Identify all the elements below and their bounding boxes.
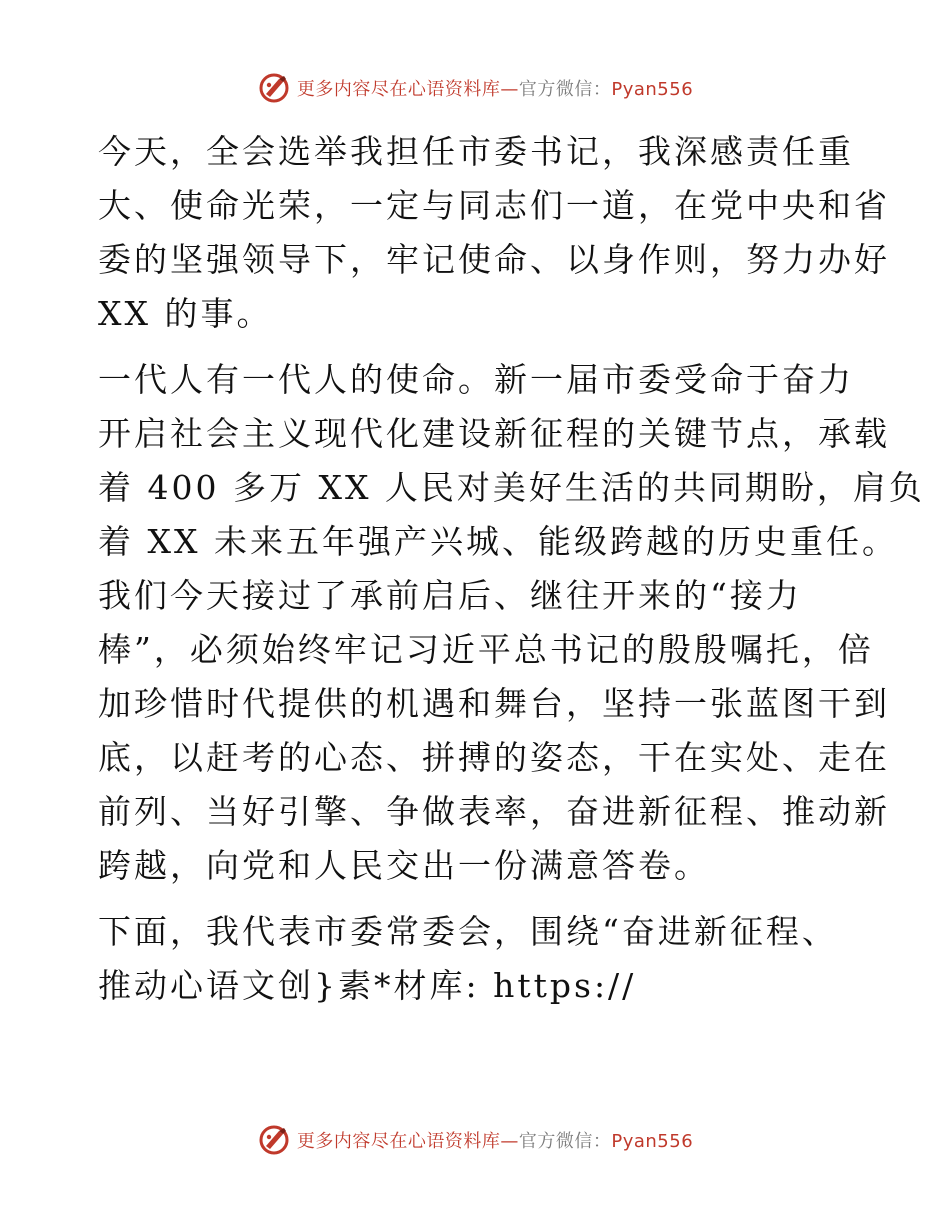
text-line: 开启社会主义现代化建设新征程的关键节点，承载 bbox=[98, 414, 890, 453]
text-line: 我们今天接过了承前启后、继往开来的“接力 bbox=[98, 576, 802, 615]
text-line: 着 XX 未来五年强产兴城、能级跨越的历史重任。 bbox=[98, 522, 898, 561]
banner-main-text: 更多内容尽在心语资料库 bbox=[296, 79, 501, 100]
text-line: 前列、当好引擎、争做表率，奋进新征程、推动新 bbox=[98, 792, 890, 831]
logo-icon bbox=[257, 71, 291, 105]
text-line: 今天，全会选举我担任市委书记，我深感责任重 bbox=[98, 132, 854, 171]
document-body bbox=[98, 125, 925, 1025]
text-line: 一代人有一代人的使命。新一届市委受命于奋力 bbox=[98, 360, 854, 399]
paragraph-3 bbox=[98, 905, 858, 1013]
text-line: XX 的事。 bbox=[98, 294, 273, 333]
banner-wechat-label: 官方微信： bbox=[518, 79, 612, 100]
logo-icon bbox=[257, 1123, 291, 1157]
footer-watermark-text bbox=[297, 1127, 693, 1153]
banner-account: Pyan556 bbox=[611, 79, 694, 100]
text-line: 加珍惜时代提供的机遇和舞台，坚持一张蓝图干到 bbox=[98, 684, 890, 723]
text-line: 着 400 多万 XX 人民对美好生活的共同期盼，肩负 bbox=[98, 468, 925, 507]
banner-wechat-label: 官方微信： bbox=[518, 1131, 612, 1152]
header-watermark-text bbox=[297, 75, 693, 101]
footer-watermark-banner bbox=[0, 1122, 950, 1158]
text-line: 棒”，必须始终牢记习近平总书记的殷殷嘱托，倍 bbox=[98, 630, 874, 669]
banner-main-text: 更多内容尽在心语资料库 bbox=[296, 1131, 501, 1152]
banner-dash: — bbox=[500, 79, 519, 100]
paragraph-1 bbox=[98, 125, 890, 341]
banner-dash: — bbox=[500, 1131, 519, 1152]
paragraph-2 bbox=[98, 353, 925, 893]
text-line: 大、使命光荣，一定与同志们一道，在党中央和省 bbox=[98, 186, 890, 225]
banner-account: Pyan556 bbox=[611, 1131, 694, 1152]
text-line: 委的坚强领导下，牢记使命、以身作则，努力办好 bbox=[98, 240, 890, 279]
header-watermark-banner bbox=[0, 70, 950, 106]
text-line: 跨越，向党和人民交出一份满意答卷。 bbox=[98, 846, 710, 885]
text-line: 推动心语文创}素*材库: https:// bbox=[98, 966, 637, 1005]
text-line: 下面，我代表市委常委会，围绕“奋进新征程、 bbox=[98, 912, 838, 951]
text-line: 底，以赶考的心态、拼搏的姿态，干在实处、走在 bbox=[98, 738, 890, 777]
